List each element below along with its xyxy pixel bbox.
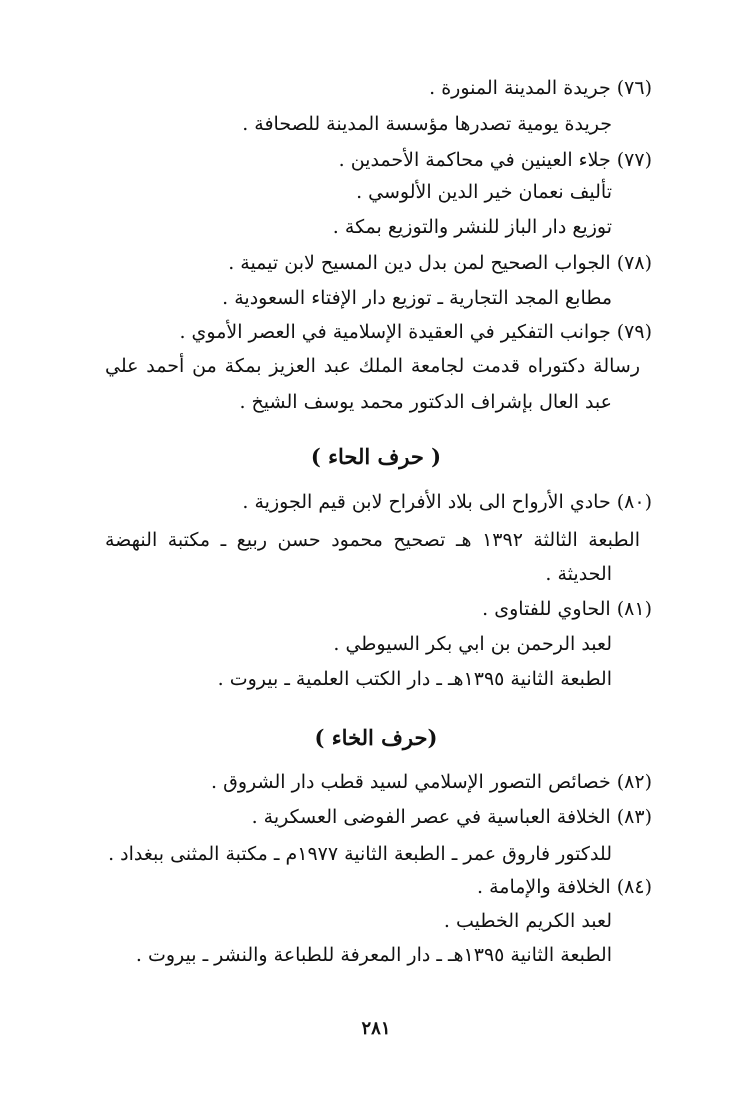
section-heading-khaa: (حرف الخاء ) — [314, 725, 438, 750]
entry-77-publisher: توزيع دار الباز للنشر والتوزيع بمكة . — [332, 216, 612, 238]
entry-80-detail-line-1: الطبعة الثالثة ١٣٩٢ هـ تصحيح محمود حسن ربيع ـ مكتبة النهضة — [105, 529, 640, 551]
entry-82-title: (٨٢) خصائص التصور الإسلامي لسيد قطب دار الشروق . — [211, 771, 652, 793]
entry-80-detail-line-2: الحديثة . — [545, 563, 612, 585]
entry-84-author: لعبد الكريم الخطيب . — [443, 910, 612, 932]
entry-76-detail: جريدة يومية تصدرها مؤسسة المدينة للصحافة . — [242, 113, 612, 135]
entry-79-title: (٧٩) جوانب التفكير في العقيدة الإسلامية في العصر الأموي . — [179, 321, 652, 343]
entry-77-title: (٧٧) جلاء العينين في محاكمة الأحمدين . — [338, 149, 652, 171]
entry-81-publisher: الطبعة الثانية ١٣٩٥هـ ـ دار الكتب العلمية ـ بيروت . — [217, 668, 612, 690]
entry-83-title: (٨٣) الخلافة العباسية في عصر الفوضى العسكرية . — [251, 806, 652, 828]
entry-81-author: لعبد الرحمن بن ابي بكر السيوطي . — [333, 633, 612, 655]
entry-78-title: (٧٨) الجواب الصحيح لمن بدل دين المسيح لابن تيمية . — [228, 252, 652, 274]
entry-84-publisher: الطبعة الثانية ١٣٩٥هـ ـ دار المعرفة للطباعة والنشر ـ بيروت . — [135, 944, 612, 966]
entry-79-detail-line-2: عبد العال بإشراف الدكتور محمد يوسف الشيخ . — [239, 391, 612, 413]
page-number: ٢٨١ — [361, 1018, 391, 1039]
entry-84-title: (٨٤) الخلافة والإمامة . — [477, 876, 652, 898]
entry-81-title: (٨١) الحاوي للفتاوى . — [482, 598, 652, 620]
entry-80-title: (٨٠) حادي الأرواح الى بلاد الأفراح لابن قيم الجوزية . — [242, 491, 652, 513]
entry-83-detail: للدكتور فاروق عمر ـ الطبعة الثانية ١٩٧٧م ـ مكتبة المثنى ببغداد . — [108, 843, 612, 865]
section-heading-haa: ( حرف الحاء ) — [310, 444, 442, 469]
entry-76-title: (٧٦) جريدة المدينة المنورة . — [429, 77, 652, 99]
entry-79-detail-line-1: رسالة دكتوراه قدمت لجامعة الملك عبد العزيز بمكة من أحمد علي — [105, 355, 640, 377]
entry-77-author: تأليف نعمان خير الدين الألوسي . — [356, 181, 612, 203]
entry-78-publisher: مطابع المجد التجارية ـ توزيع دار الإفتاء السعودية . — [222, 287, 612, 309]
